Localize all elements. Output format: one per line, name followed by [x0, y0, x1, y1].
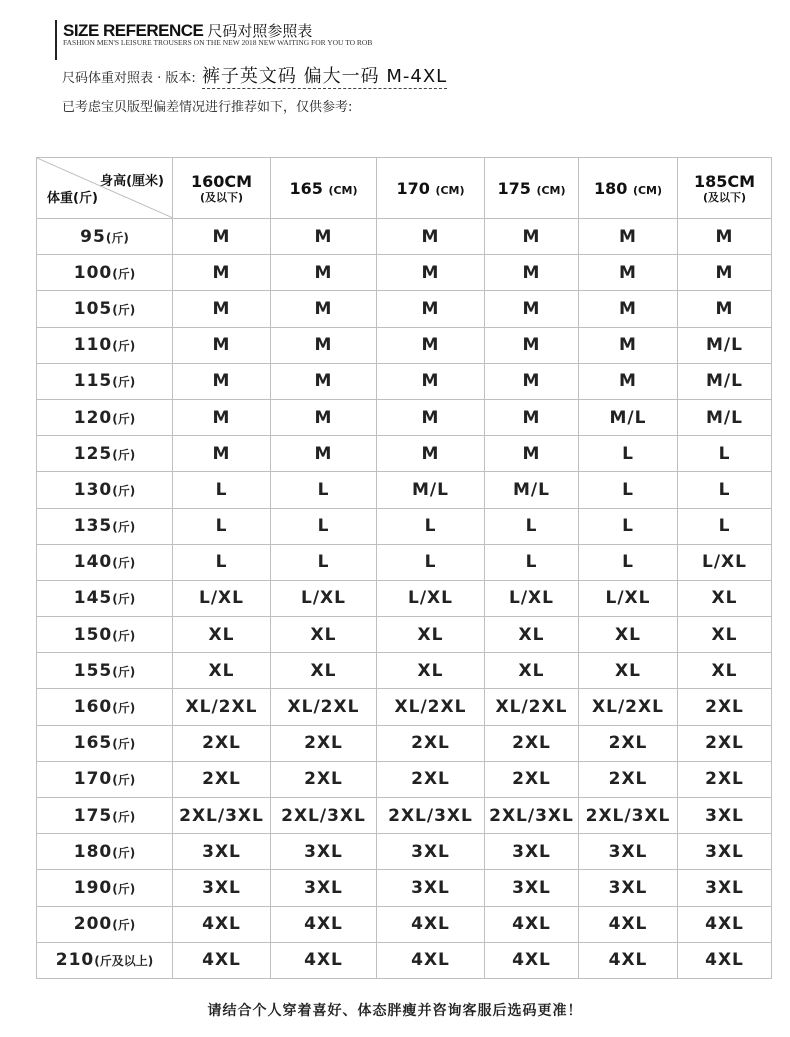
version-value: 裤子英文码 偏大一码 M-4XL: [201, 66, 448, 87]
weight-value: 175: [73, 805, 113, 826]
size-cell: L: [579, 508, 678, 544]
size-cell: M: [173, 327, 271, 363]
size-cell: M: [271, 327, 377, 363]
weight-value: 180: [73, 841, 113, 862]
size-cell: M: [377, 327, 485, 363]
size-cell: XL/2XL: [173, 689, 271, 725]
version-line: [62, 62, 447, 88]
weight-unit: (斤): [112, 701, 136, 716]
table-row: [37, 798, 772, 834]
height-header-175: 175 (CM): [485, 158, 579, 219]
weight-cell: [37, 580, 173, 616]
size-cell: XL: [173, 653, 271, 689]
weight-unit: (斤): [112, 556, 136, 571]
weight-axis-label: 体重(斤): [47, 191, 98, 206]
weight-cell: [37, 544, 173, 580]
weight-value: 170: [73, 769, 113, 790]
title-chinese: 尺码对照参照表: [207, 22, 313, 40]
size-cell: 3XL: [485, 834, 579, 870]
size-cell: XL: [678, 617, 772, 653]
size-cell: M: [485, 399, 579, 435]
size-cell: M: [271, 399, 377, 435]
size-cell: M: [377, 436, 485, 472]
weight-cell: [37, 399, 173, 435]
table-row: [37, 327, 772, 363]
page-header: [55, 14, 775, 60]
size-cell: 2XL/3XL: [579, 798, 678, 834]
weight-value: 190: [73, 877, 113, 898]
size-cell: M: [377, 255, 485, 291]
size-cell: 3XL: [173, 834, 271, 870]
weight-value: 145: [73, 588, 113, 609]
weight-value: 100: [73, 262, 113, 283]
size-cell: M: [485, 219, 579, 255]
table-row: [37, 617, 772, 653]
size-table-body: [37, 219, 772, 979]
size-cell: L: [271, 544, 377, 580]
recommendation-note: 已考虑宝贝版型偏差情况进行推荐如下，仅供参考:: [62, 100, 353, 115]
weight-unit: (斤): [112, 302, 136, 317]
weight-value: 115: [73, 371, 113, 392]
size-cell: L/XL: [485, 580, 579, 616]
weight-value: 125: [73, 443, 113, 464]
weight-cell: [37, 942, 173, 978]
size-cell: M: [377, 363, 485, 399]
size-cell: XL/2XL: [271, 689, 377, 725]
weight-unit: (斤): [112, 845, 136, 860]
size-cell: 2XL: [579, 725, 678, 761]
weight-value: 165: [73, 733, 113, 754]
weight-unit: (斤): [112, 447, 136, 462]
size-cell: 2XL: [579, 761, 678, 797]
size-cell: 2XL: [271, 761, 377, 797]
subtitle: FASHION MEN'S LEISURE TROUSERS ON THE NEW 2018 NEW WAITING FOR YOU TO ROB: [63, 38, 373, 47]
weight-value: 130: [73, 479, 113, 500]
weight-cell: [37, 327, 173, 363]
size-cell: M: [485, 436, 579, 472]
weight-unit: (斤): [112, 592, 136, 607]
weight-cell: [37, 617, 173, 653]
weight-cell: [37, 653, 173, 689]
size-cell: 4XL: [579, 906, 678, 942]
size-cell: 3XL: [271, 834, 377, 870]
weight-unit: (斤): [112, 628, 136, 643]
table-row: [37, 942, 772, 978]
size-cell: L/XL: [377, 580, 485, 616]
table-row: [37, 363, 772, 399]
size-cell: M/L: [678, 399, 772, 435]
size-cell: XL/2XL: [377, 689, 485, 725]
size-cell: XL: [579, 653, 678, 689]
size-cell: L: [173, 544, 271, 580]
weight-value: 160: [73, 697, 113, 718]
size-cell: XL: [377, 617, 485, 653]
weight-unit: (斤): [112, 664, 136, 679]
size-cell: 2XL: [485, 725, 579, 761]
size-cell: 3XL: [678, 870, 772, 906]
weight-cell: [37, 436, 173, 472]
version-label: 尺码体重对照表 · 版本:: [62, 71, 196, 86]
size-cell: M: [173, 399, 271, 435]
size-cell: M: [271, 255, 377, 291]
weight-cell: [37, 870, 173, 906]
size-cell: 2XL: [377, 725, 485, 761]
size-cell: M: [173, 436, 271, 472]
weight-value: 210: [55, 950, 95, 971]
size-cell: XL: [579, 617, 678, 653]
table-row: [37, 436, 772, 472]
weight-cell: [37, 508, 173, 544]
weight-value: 150: [73, 624, 113, 645]
size-cell: L: [377, 508, 485, 544]
table-row: [37, 472, 772, 508]
size-cell: M: [579, 363, 678, 399]
weight-value: 135: [73, 516, 113, 537]
size-cell: 4XL: [271, 906, 377, 942]
weight-cell: [37, 761, 173, 797]
size-cell: M: [271, 436, 377, 472]
size-cell: M: [579, 327, 678, 363]
table-row: [37, 544, 772, 580]
weight-value: 120: [73, 407, 113, 428]
size-cell: XL: [173, 617, 271, 653]
weight-value: 105: [73, 298, 113, 319]
height-header-185: 185CM (及以下): [678, 158, 772, 219]
size-cell: 2XL/3XL: [173, 798, 271, 834]
weight-value: 95: [80, 226, 106, 247]
size-cell: 2XL/3XL: [271, 798, 377, 834]
weight-unit: (斤): [112, 809, 136, 824]
size-cell: 2XL: [485, 761, 579, 797]
size-cell: L/XL: [271, 580, 377, 616]
size-cell: 3XL: [678, 834, 772, 870]
footer-advice: 请结合个人穿着喜好、体态胖瘦并咨询客服后选码更准！: [207, 1003, 583, 1019]
size-cell: XL: [377, 653, 485, 689]
size-cell: 3XL: [678, 798, 772, 834]
size-cell: M: [485, 363, 579, 399]
weight-cell: [37, 689, 173, 725]
size-cell: L: [678, 436, 772, 472]
size-cell: 4XL: [377, 906, 485, 942]
size-cell: L: [173, 508, 271, 544]
size-cell: 4XL: [678, 942, 772, 978]
table-row: [37, 580, 772, 616]
weight-cell: [37, 906, 173, 942]
size-cell: M/L: [678, 327, 772, 363]
weight-unit: (斤): [112, 411, 136, 426]
table-row: [37, 906, 772, 942]
size-cell: M: [173, 219, 271, 255]
weight-cell: [37, 834, 173, 870]
table-row: [37, 508, 772, 544]
size-cell: 2XL/3XL: [377, 798, 485, 834]
size-cell: M/L: [579, 399, 678, 435]
weight-unit: (斤): [112, 339, 136, 354]
size-cell: M: [271, 291, 377, 327]
size-cell: 2XL: [173, 761, 271, 797]
header-accent-bar: [55, 20, 57, 60]
weight-cell: [37, 472, 173, 508]
size-cell: M/L: [485, 472, 579, 508]
size-cell: XL: [485, 653, 579, 689]
size-cell: XL: [678, 653, 772, 689]
size-cell: M: [579, 219, 678, 255]
weight-unit: (斤): [112, 483, 136, 498]
weight-unit: (斤): [112, 520, 136, 535]
height-header-160: 160CM (及以下): [173, 158, 271, 219]
size-cell: 2XL: [271, 725, 377, 761]
size-cell: M: [579, 255, 678, 291]
size-cell: L/XL: [173, 580, 271, 616]
size-cell: XL/2XL: [485, 689, 579, 725]
size-cell: M/L: [678, 363, 772, 399]
table-row: [37, 689, 772, 725]
size-cell: 2XL: [678, 689, 772, 725]
weight-unit: (斤): [112, 266, 136, 281]
weight-unit: (斤): [112, 918, 136, 933]
weight-unit: (斤): [112, 773, 136, 788]
size-cell: 4XL: [377, 942, 485, 978]
height-header-170: 170 (CM): [377, 158, 485, 219]
size-cell: L: [271, 472, 377, 508]
size-cell: 3XL: [377, 834, 485, 870]
table-row: [37, 219, 772, 255]
weight-value: 110: [73, 335, 113, 356]
weight-cell: [37, 219, 173, 255]
size-cell: 3XL: [173, 870, 271, 906]
size-cell: M: [678, 219, 772, 255]
size-cell: L: [485, 508, 579, 544]
size-cell: 3XL: [579, 870, 678, 906]
size-cell: L: [678, 472, 772, 508]
size-cell: L: [377, 544, 485, 580]
size-cell: 4XL: [173, 906, 271, 942]
size-table: [36, 157, 772, 979]
size-cell: 4XL: [485, 906, 579, 942]
height-axis-label: 身高(厘米): [100, 174, 164, 189]
table-row: [37, 761, 772, 797]
size-cell: M: [579, 291, 678, 327]
size-cell: 4XL: [485, 942, 579, 978]
size-cell: 3XL: [579, 834, 678, 870]
corner-cell: [37, 158, 173, 219]
weight-value: 155: [73, 660, 113, 681]
size-cell: L/XL: [579, 580, 678, 616]
size-cell: XL/2XL: [579, 689, 678, 725]
weight-unit: (斤): [105, 230, 129, 245]
size-cell: M: [678, 255, 772, 291]
weight-value: 140: [73, 552, 113, 573]
weight-cell: [37, 798, 173, 834]
header-row: [37, 158, 772, 219]
size-cell: M: [271, 219, 377, 255]
size-cell: 4XL: [579, 942, 678, 978]
weight-cell: [37, 363, 173, 399]
size-cell: L: [271, 508, 377, 544]
size-cell: L/XL: [678, 544, 772, 580]
size-cell: M: [173, 291, 271, 327]
size-cell: XL: [678, 580, 772, 616]
size-cell: M: [678, 291, 772, 327]
title-english: SIZE REFERENCE: [63, 21, 204, 40]
weight-cell: [37, 255, 173, 291]
size-cell: M/L: [377, 472, 485, 508]
size-cell: 3XL: [377, 870, 485, 906]
height-header-165: 165 (CM): [271, 158, 377, 219]
size-cell: M: [173, 255, 271, 291]
size-cell: 2XL: [377, 761, 485, 797]
size-cell: 2XL/3XL: [485, 798, 579, 834]
size-cell: XL: [485, 617, 579, 653]
size-cell: L: [678, 508, 772, 544]
height-header-180: 180 (CM): [579, 158, 678, 219]
size-cell: M: [377, 219, 485, 255]
weight-unit: (斤及以上): [94, 954, 154, 969]
table-row: [37, 725, 772, 761]
size-cell: 4XL: [678, 906, 772, 942]
weight-unit: (斤): [112, 737, 136, 752]
size-cell: 3XL: [271, 870, 377, 906]
size-cell: 3XL: [485, 870, 579, 906]
table-row: [37, 291, 772, 327]
weight-cell: [37, 291, 173, 327]
size-cell: M: [485, 327, 579, 363]
size-cell: M: [271, 363, 377, 399]
size-cell: L: [579, 436, 678, 472]
size-cell: L: [579, 472, 678, 508]
table-row: [37, 255, 772, 291]
weight-value: 200: [73, 914, 113, 935]
weight-unit: (斤): [112, 375, 136, 390]
size-cell: 2XL: [173, 725, 271, 761]
size-cell: L: [485, 544, 579, 580]
table-row: [37, 399, 772, 435]
table-row: [37, 870, 772, 906]
size-cell: XL: [271, 617, 377, 653]
size-cell: 4XL: [271, 942, 377, 978]
weight-cell: [37, 725, 173, 761]
size-cell: L: [579, 544, 678, 580]
table-row: [37, 834, 772, 870]
size-cell: 4XL: [173, 942, 271, 978]
size-cell: L: [173, 472, 271, 508]
size-cell: 2XL: [678, 725, 772, 761]
size-cell: M: [377, 399, 485, 435]
size-cell: M: [485, 255, 579, 291]
size-cell: M: [173, 363, 271, 399]
weight-unit: (斤): [112, 881, 136, 896]
size-cell: XL: [271, 653, 377, 689]
size-cell: M: [485, 291, 579, 327]
size-cell: 2XL: [678, 761, 772, 797]
size-cell: M: [377, 291, 485, 327]
table-row: [37, 653, 772, 689]
